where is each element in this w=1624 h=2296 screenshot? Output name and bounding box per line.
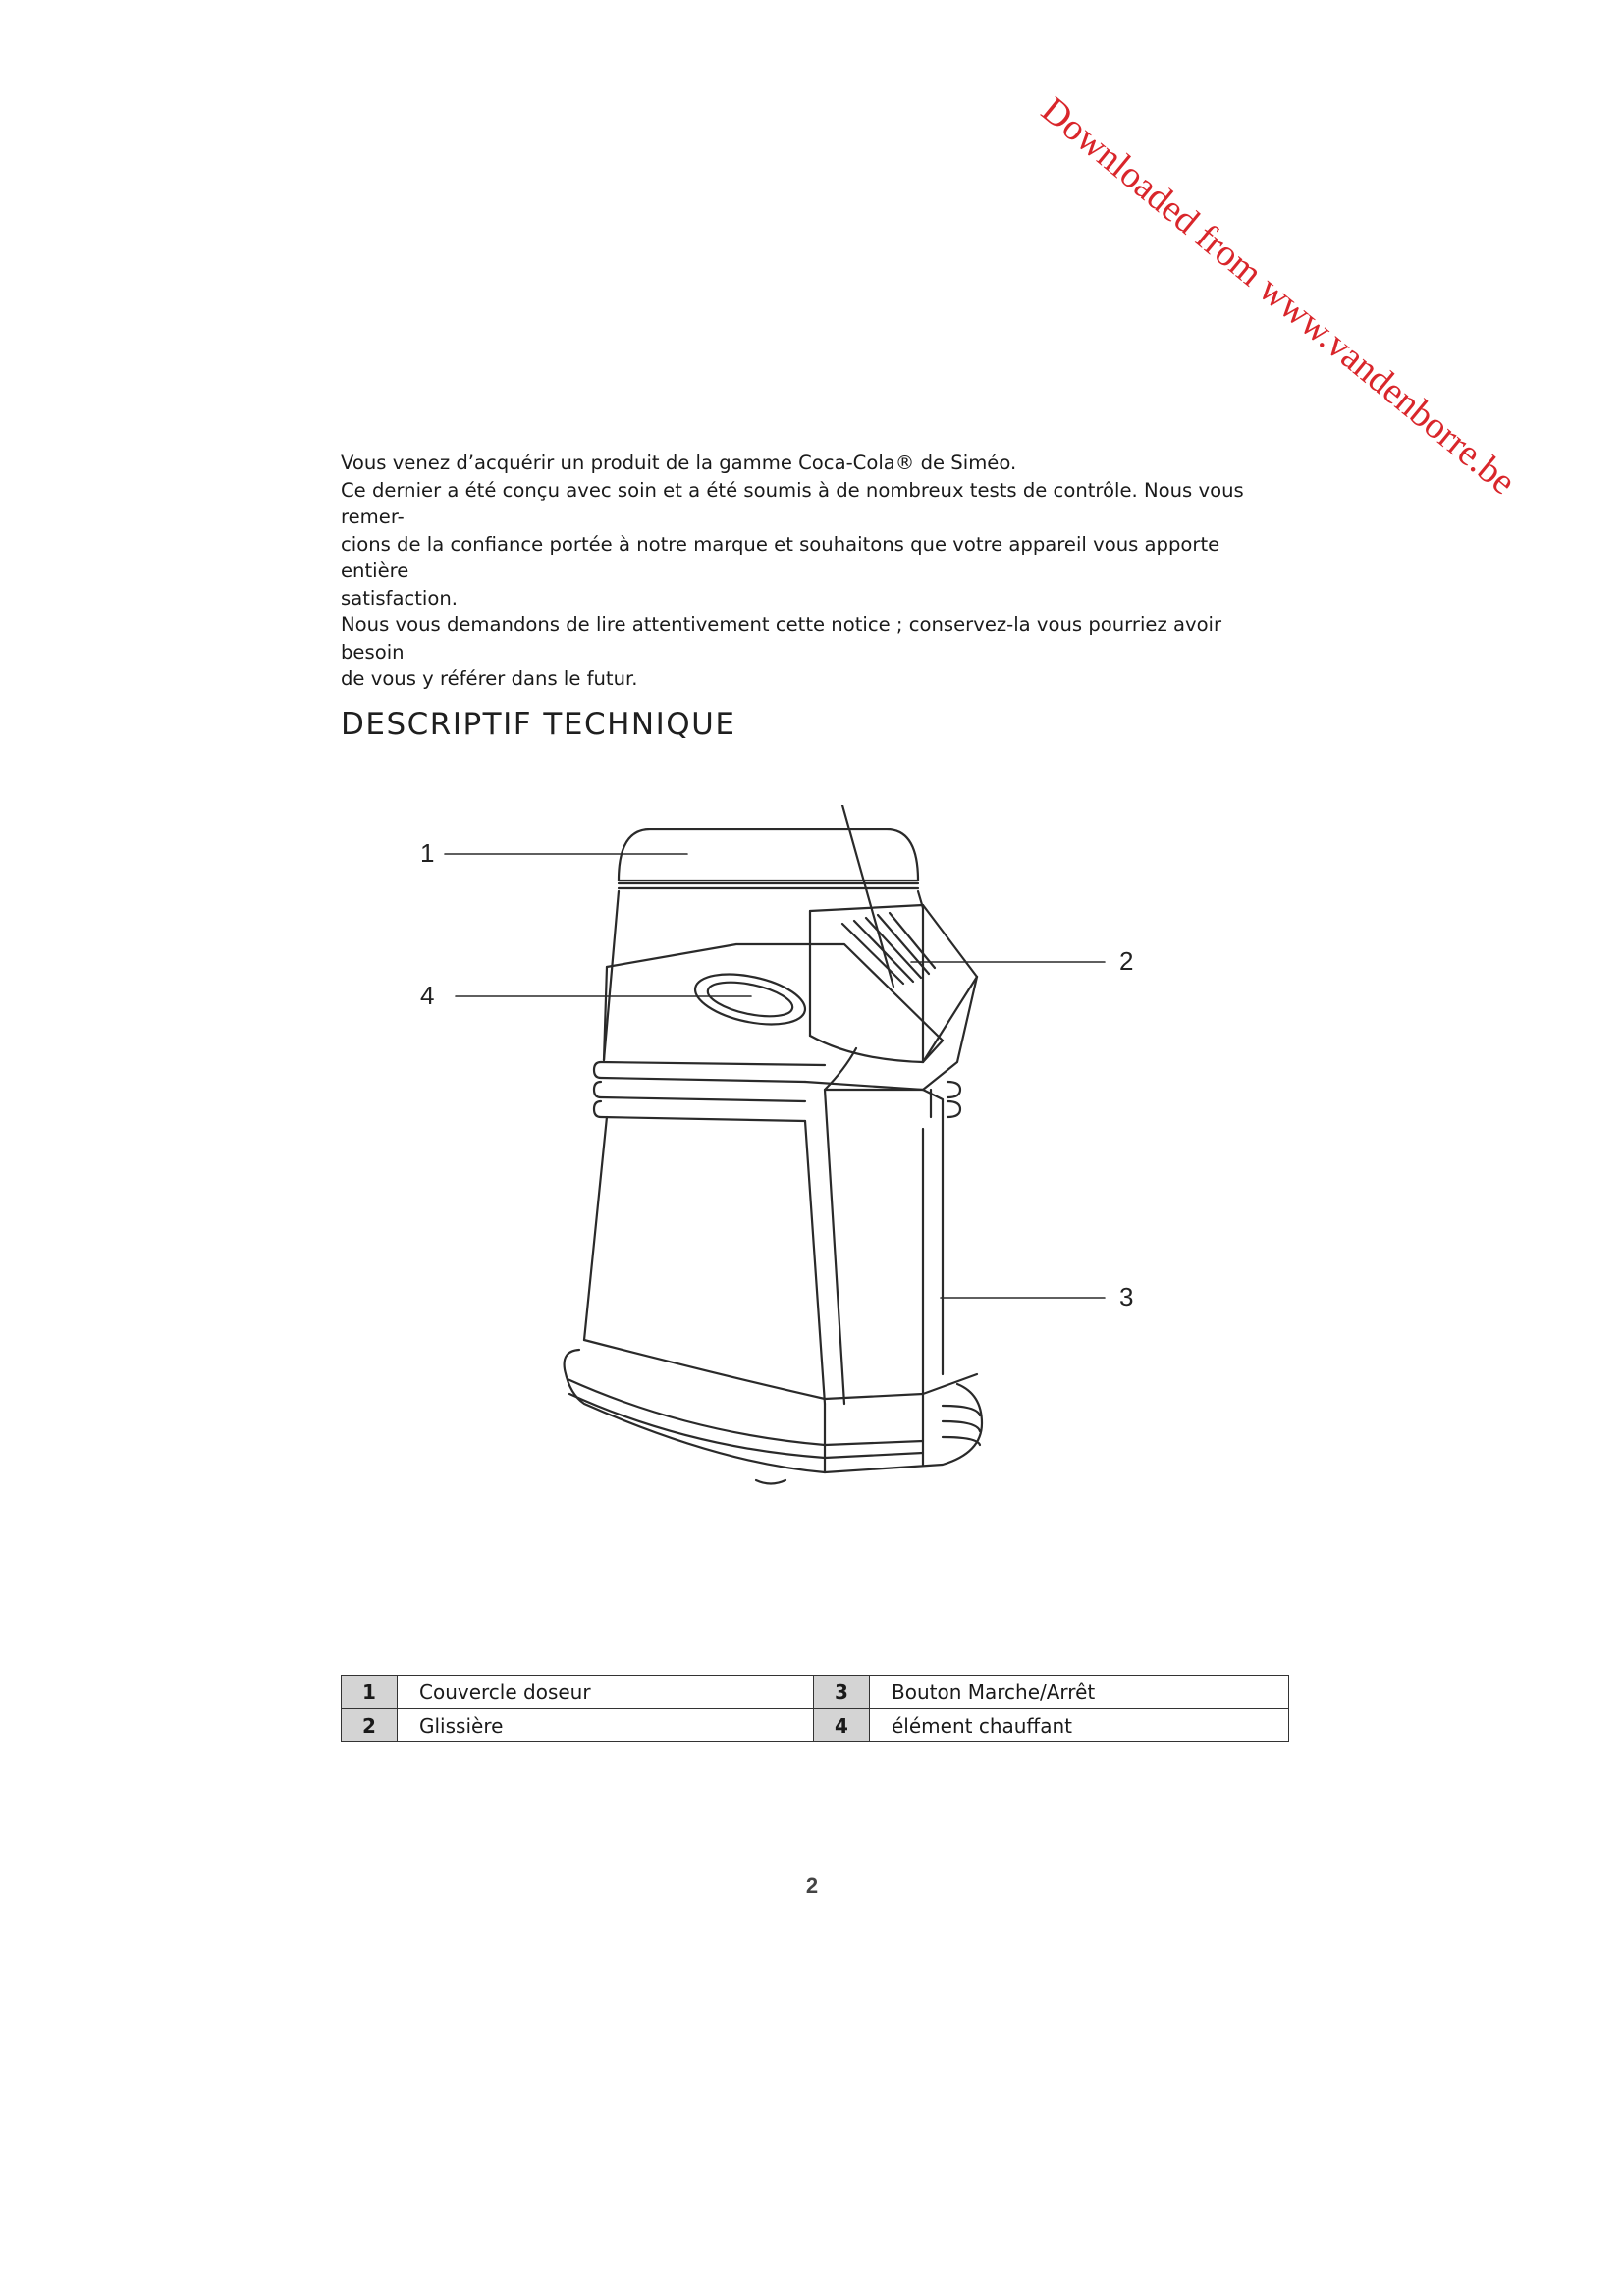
table-row xyxy=(342,1709,1289,1742)
intro-line: Vous venez d’acquérir un produit de la gamme Coca-Cola® de Siméo. xyxy=(341,452,1017,474)
watermark: Downloaded from www.vandenborre.be xyxy=(1033,88,1524,504)
part-number: 2 xyxy=(342,1709,398,1742)
table-row xyxy=(342,1676,1289,1709)
part-label: élément chauffant xyxy=(870,1709,1289,1742)
intro-line: Nous vous demandons de lire attentivement cette notice ; conservez-la vous pourriez avoir besoin xyxy=(341,614,1222,664)
callout-4: 4 xyxy=(420,981,435,1010)
intro-line: Ce dernier a été conçu avec soin et a été soumis à de nombreux tests de contrôle. Nous vous remer- xyxy=(341,478,1244,528)
lid-illustration xyxy=(619,829,918,888)
part-number: 3 xyxy=(814,1676,870,1709)
intro-line: de vous y référer dans le futur. xyxy=(341,667,638,690)
chute-illustration xyxy=(810,805,977,1090)
intro-line: cions de la confiance portée à notre marque et souhaitons que votre appareil vous apporte entière xyxy=(341,532,1220,582)
popcorn-machine-diagram xyxy=(393,805,1178,1531)
parts-table xyxy=(341,1675,1289,1742)
section-title: DESCRIPTIF TECHNIQUE xyxy=(341,707,736,742)
callout-3: 3 xyxy=(1119,1282,1134,1311)
intro-line: satisfaction. xyxy=(341,586,458,610)
part-label: Couvercle doseur xyxy=(398,1676,814,1709)
part-number: 4 xyxy=(814,1709,870,1742)
part-label: Glissière xyxy=(398,1709,814,1742)
base-illustration xyxy=(565,1350,982,1484)
page-number: 2 xyxy=(805,1873,819,1897)
intro-paragraph xyxy=(341,450,1283,693)
body-illustration xyxy=(584,1062,977,1404)
part-label: Bouton Marche/Arrêt xyxy=(870,1676,1289,1709)
callout-2: 2 xyxy=(1119,946,1134,976)
callout-1: 1 xyxy=(420,838,435,868)
part-number: 1 xyxy=(342,1676,398,1709)
